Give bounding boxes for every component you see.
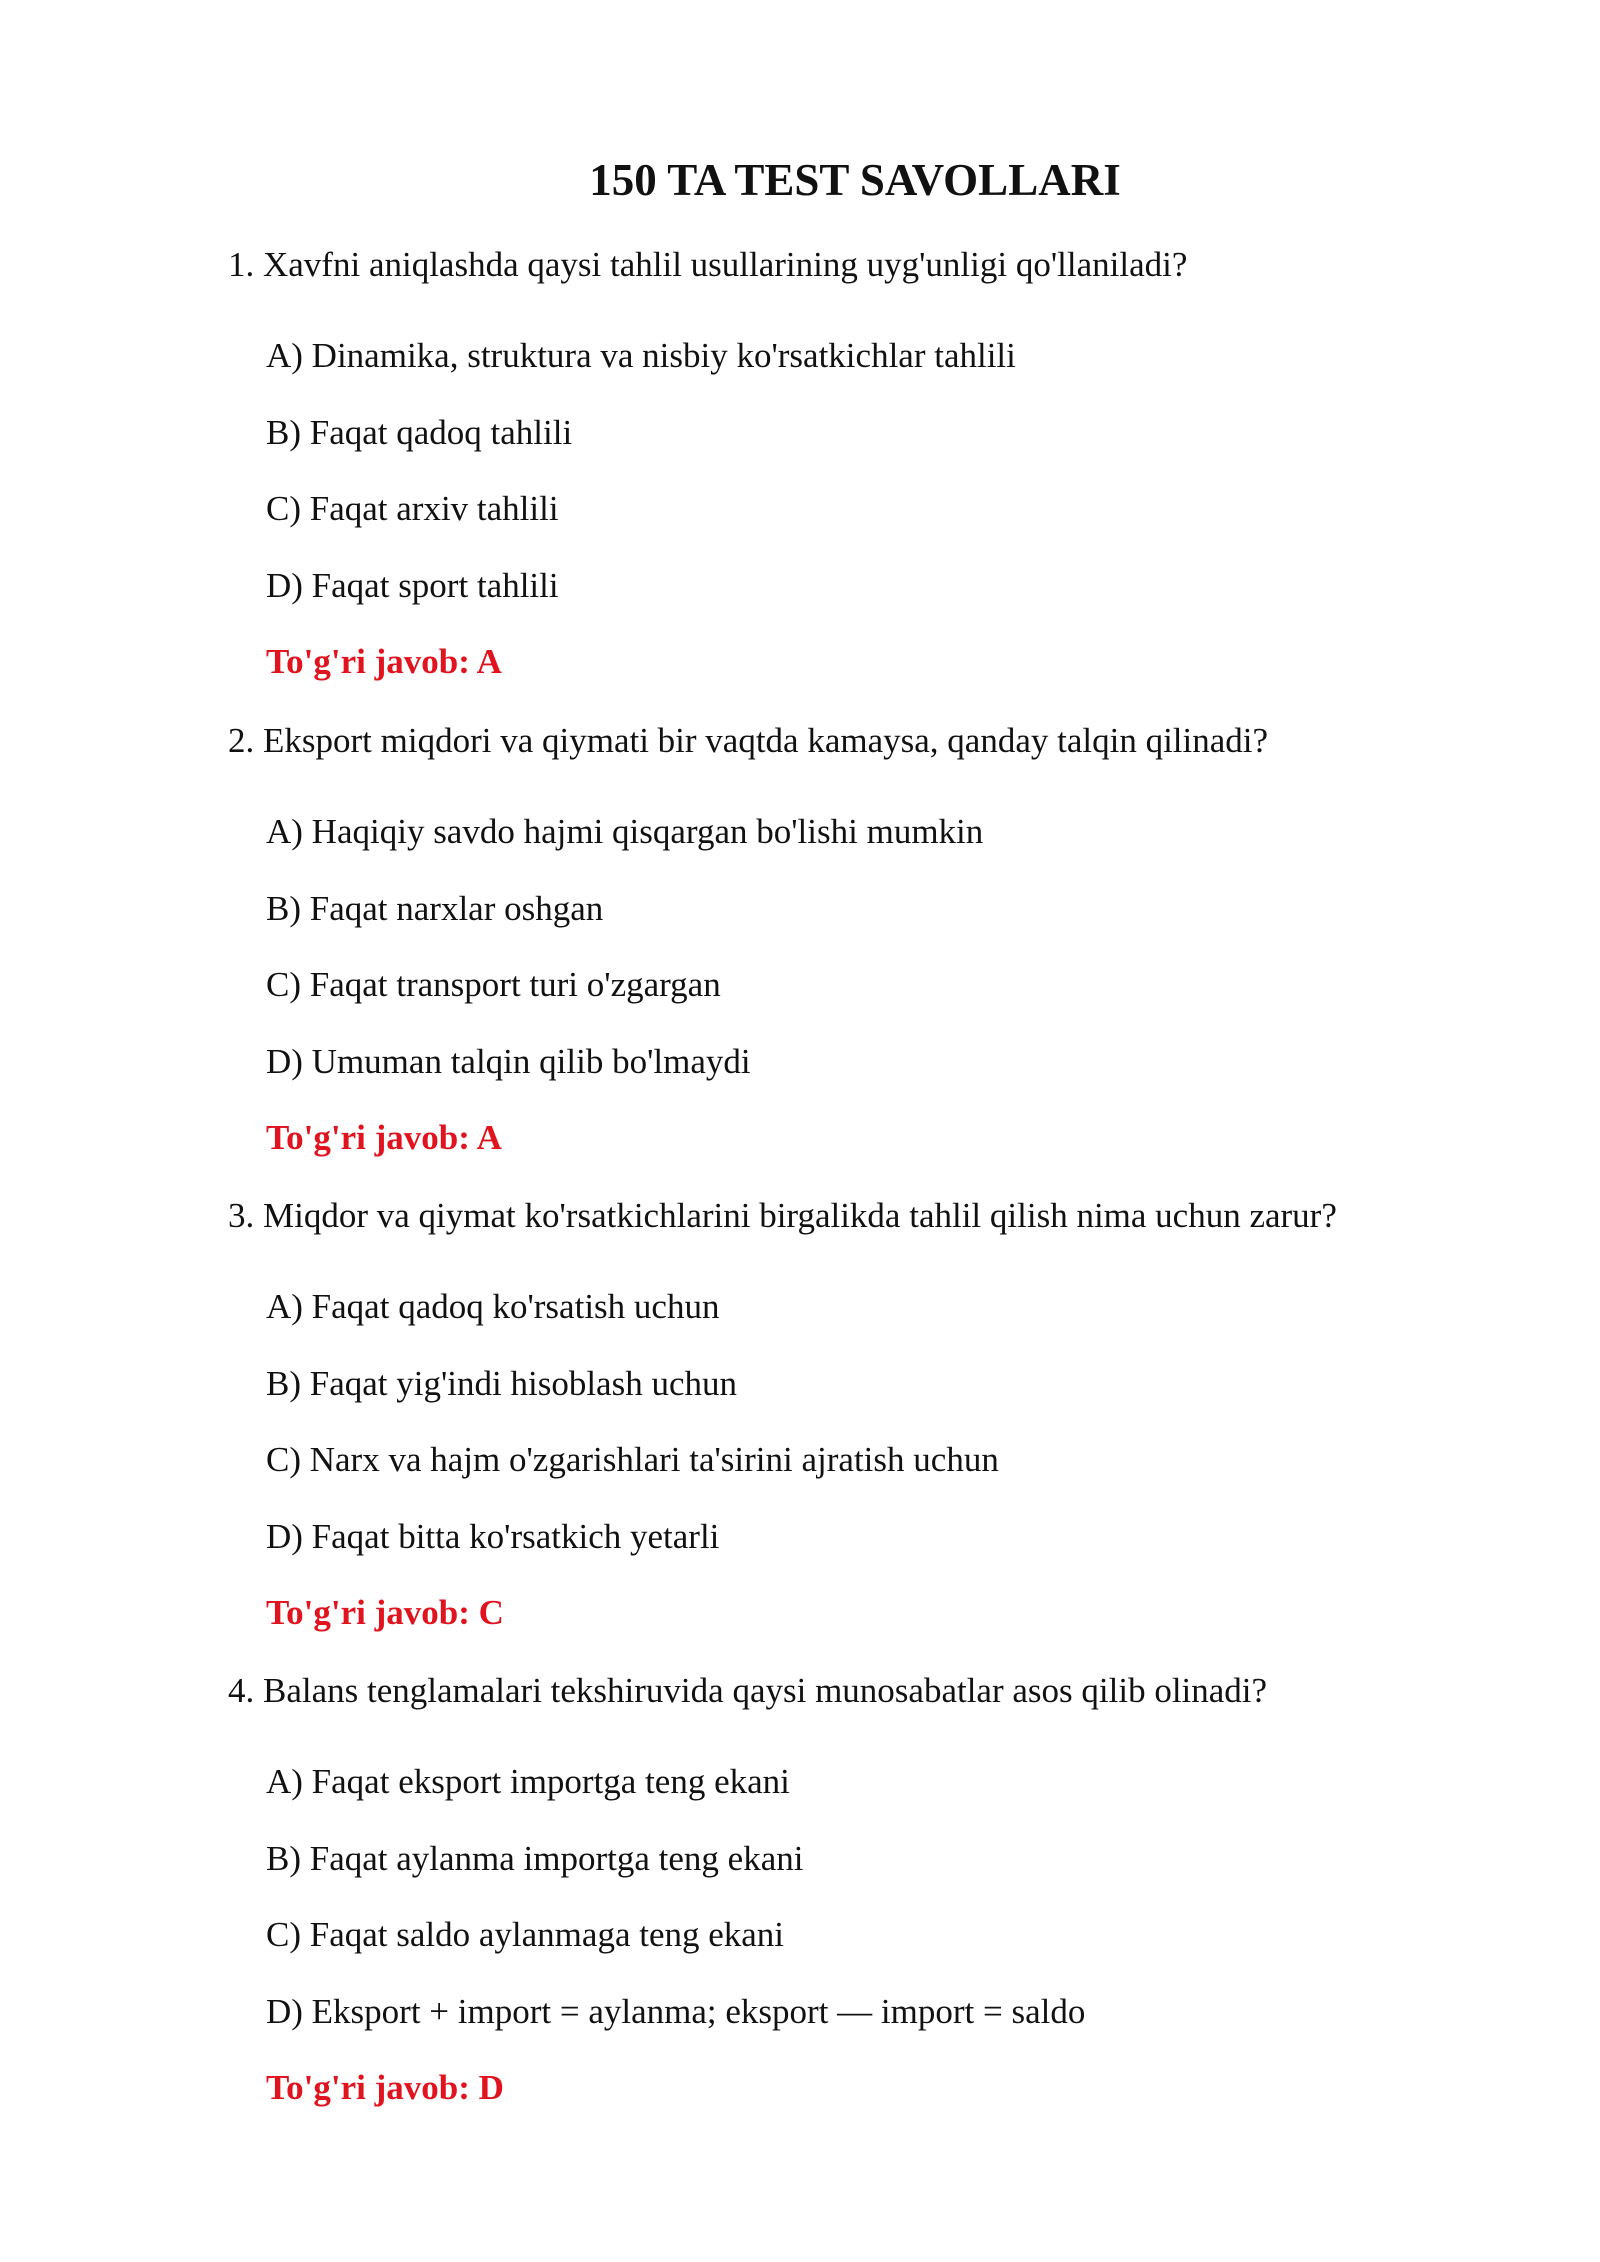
correct-answer: To'g'ri javob: A [266, 1118, 502, 1157]
option-a: A) Haqiqiy savdo hajmi qisqargan bo'lishi mumkin [266, 812, 984, 851]
option-b: B) Faqat narxlar oshgan [266, 889, 604, 928]
correct-answer: To'g'ri javob: A [266, 642, 502, 681]
option-d: D) Faqat sport tahlili [266, 566, 559, 605]
option-b: B) Faqat yig'indi hisoblash uchun [266, 1364, 737, 1403]
option-c: C) Narx va hajm o'zgarishlari ta'sirini ajratish uchun [266, 1440, 999, 1479]
question-text: 3. Miqdor va qiymat ko'rsatkichlarini birgalikda tahlil qilish nima uchun zarur? [228, 1196, 1337, 1235]
question-4 [228, 1667, 1528, 2107]
option-d: D) Faqat bitta ko'rsatkich yetarli [266, 1517, 720, 1556]
option-a: A) Faqat qadoq ko'rsatish uchun [266, 1287, 720, 1326]
option-d: D) Umuman talqin qilib bo'lmaydi [266, 1042, 751, 1081]
option-b: B) Faqat aylanma importga teng ekani [266, 1839, 804, 1878]
question-text: 2. Eksport miqdori va qiymati bir vaqtda kamaysa, qanday talqin qilinadi? [228, 721, 1269, 760]
option-a: A) Dinamika, struktura va nisbiy ko'rsatkichlar tahlili [266, 336, 1016, 375]
question-text: 4. Balans tenglamalari tekshiruvida qaysi munosabatlar asos qilib olinadi? [228, 1671, 1268, 1710]
option-c: C) Faqat arxiv tahlili [266, 489, 559, 528]
option-b: B) Faqat qadoq tahlili [266, 413, 573, 452]
option-d: D) Eksport + import = aylanma; eksport — import = saldo [266, 1992, 1086, 2031]
option-c: C) Faqat transport turi o'zgargan [266, 965, 721, 1004]
question-1 [228, 241, 1528, 681]
page-title: 150 TA TEST SAVOLLARI [589, 155, 1121, 205]
option-a: A) Faqat eksport importga teng ekani [266, 1762, 790, 1801]
question-2 [228, 717, 1528, 1157]
question-text: 1. Xavfni aniqlashda qaysi tahlil usullarining uyg'unligi qo'llaniladi? [228, 245, 1188, 284]
question-3 [228, 1192, 1528, 1632]
option-c: C) Faqat saldo aylanmaga teng ekani [266, 1915, 785, 1954]
correct-answer: To'g'ri javob: D [266, 2068, 504, 2107]
correct-answer: To'g'ri javob: C [266, 1593, 504, 1632]
